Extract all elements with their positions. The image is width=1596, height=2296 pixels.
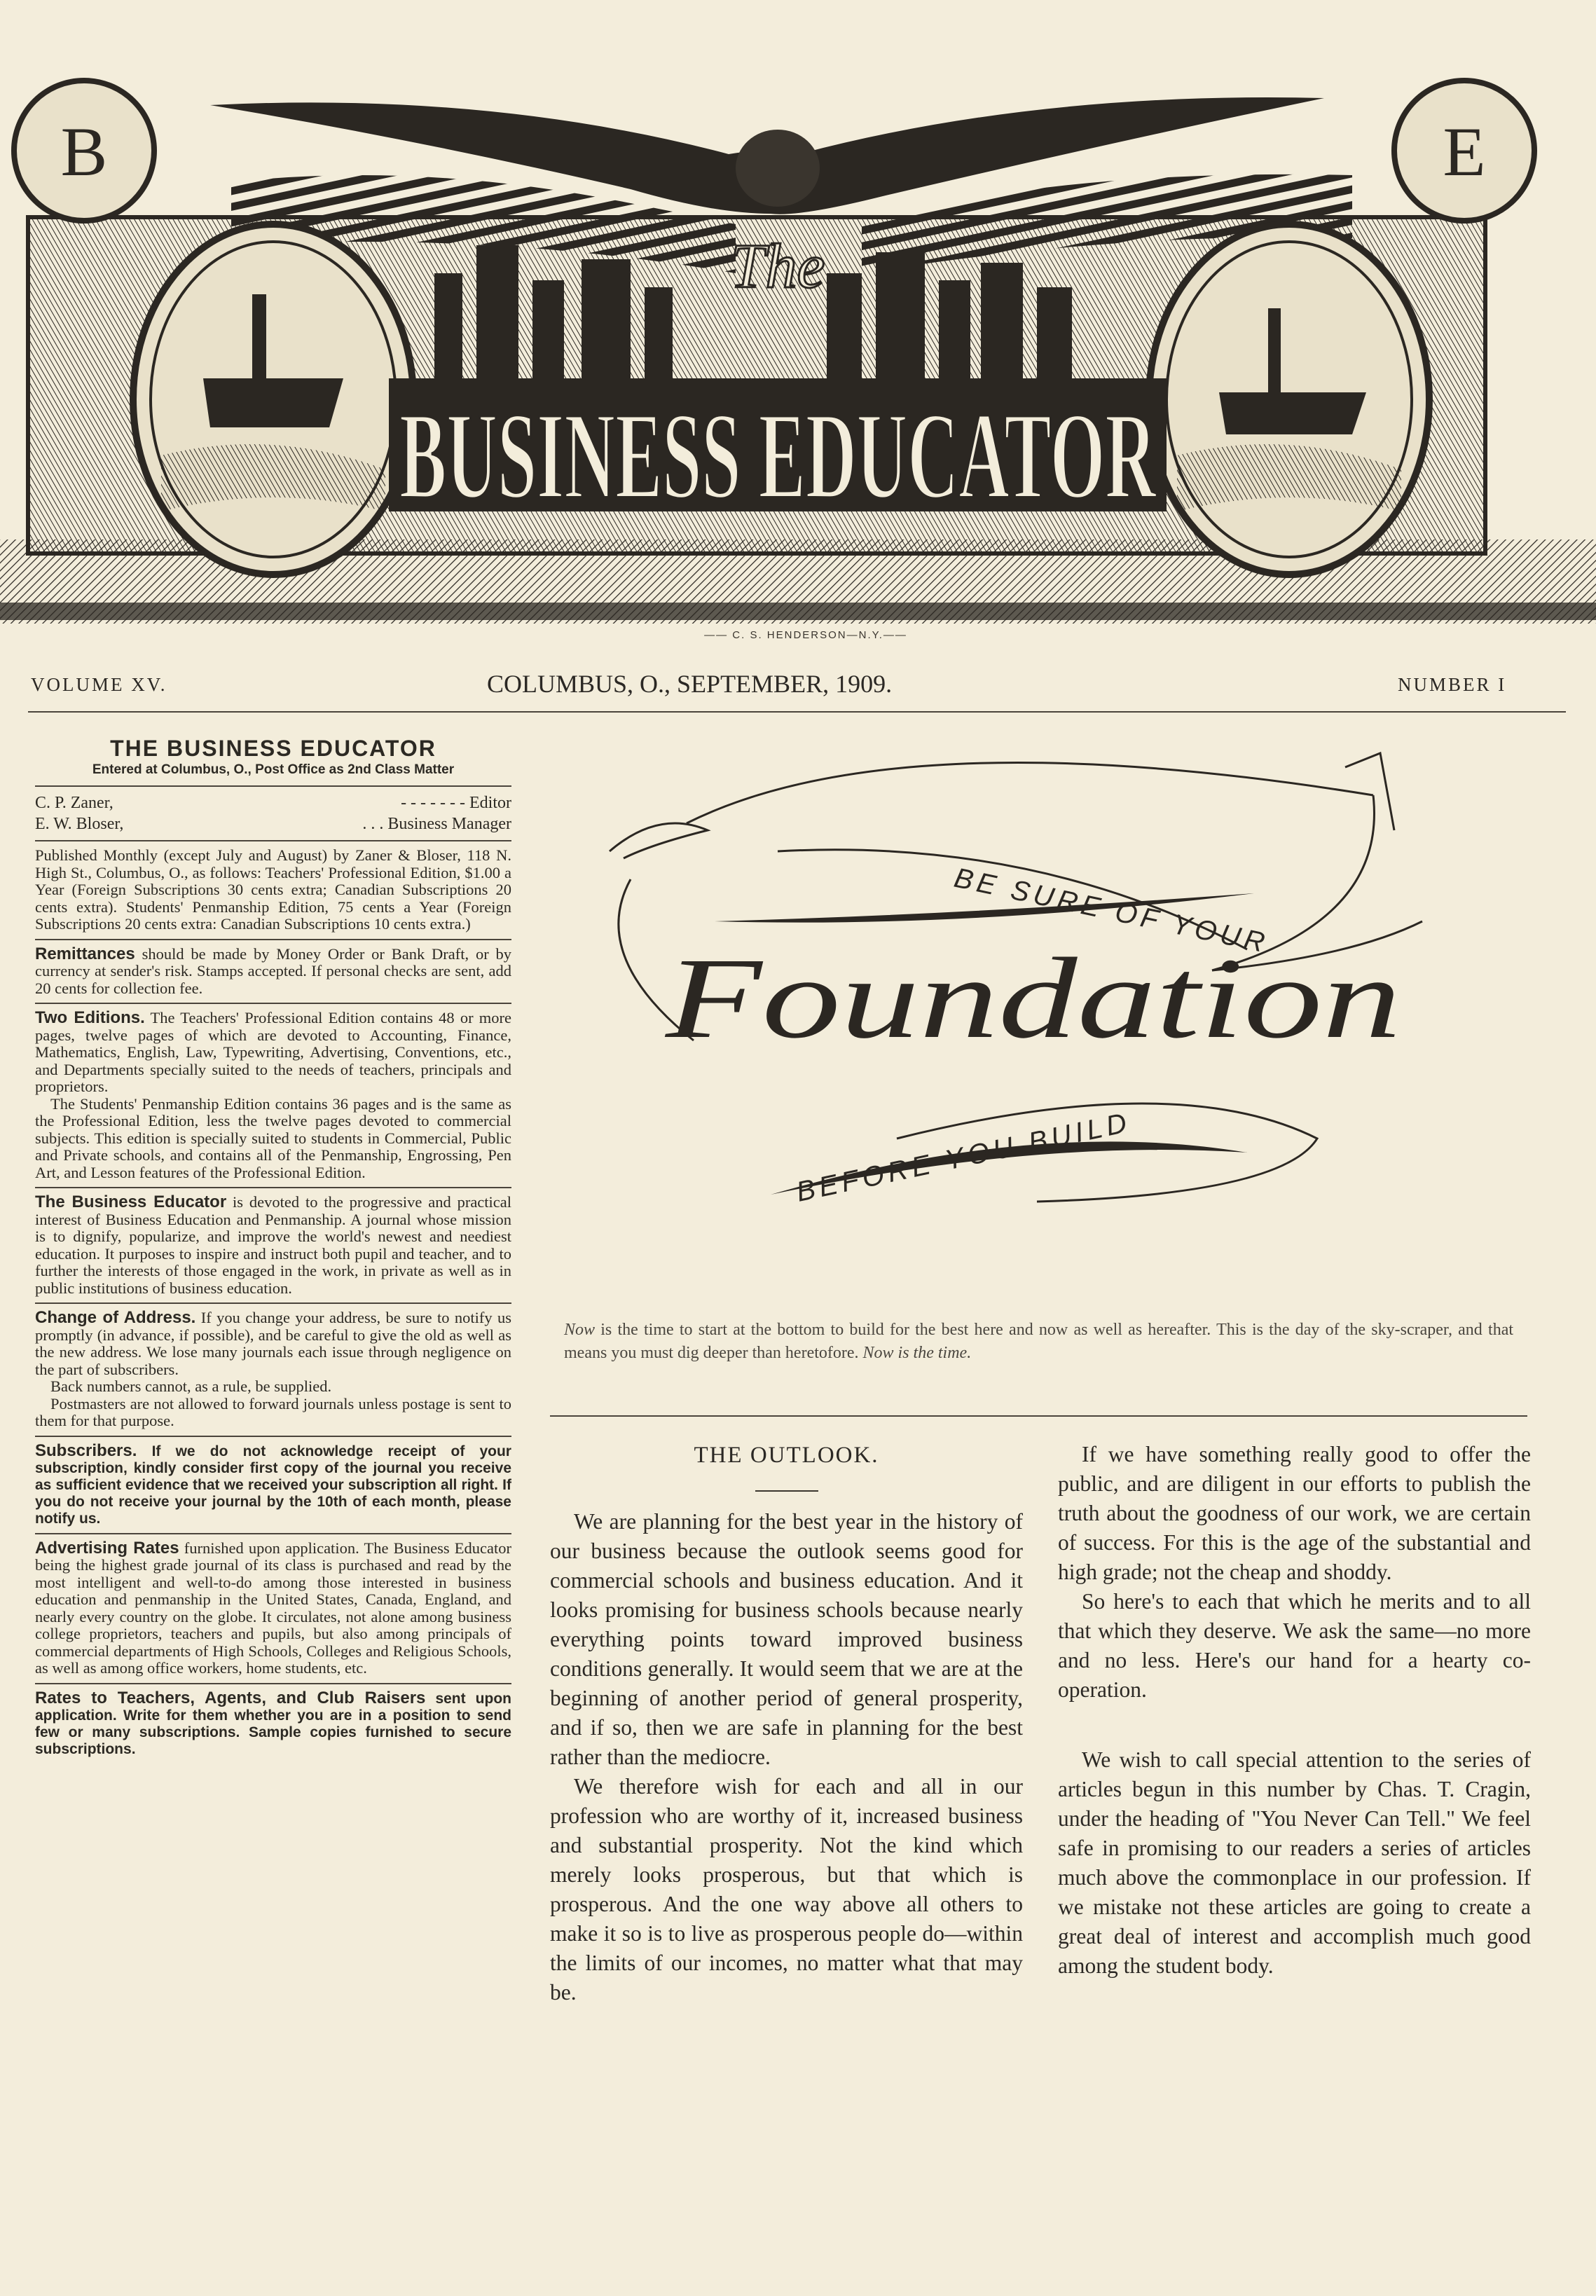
advertising-heading: Advertising Rates [35, 1538, 179, 1558]
article-title: THE OUTLOOK. [694, 1443, 879, 1468]
sidebar [35, 734, 511, 1762]
caption-now: Now [564, 1321, 596, 1339]
address-heading: Change of Address. [35, 1308, 196, 1327]
article-paragraph: We are planning for the best year in the history of our business because the outlook seems good for commercial schools and business education. And it looks promising for business schools because nearly everything points toward improved business conditions generally. It would seem that we are at the beginning of another period of general prosperity, and if so, then we are safe in planning for the best rather than the mediocre. [550, 1509, 1023, 1769]
paragraph-gap [1058, 1705, 1531, 1745]
address-notice: Change of Address. If you change your address, be sure to notify us promptly (in advance, if possible), and be careful to give the old as well as the new address. We lose many journals each issue through negligence on the part of subscribers. Back numbers cannot, as a rule, be supplied. Postmasters are not allowed to forward journals unless postage is sent to them for that purpose. [35, 1308, 512, 1429]
foundation-advertisement [546, 746, 1527, 1286]
masthead-title-script: The [730, 232, 825, 301]
editor-role: - - - - - - - Editor [401, 794, 511, 812]
advertising-notice: Advertising Rates furnished upon application. The Business Educator being the highest grade journal of its class is purchased and read by the most intelligent and well-to-do among those interested in business education and penmanship in the United States, Canada, England, and nearly every country on the globe. It circulates, not alone among business college proprietors, teachers and pupils, but also among principals of commercial departments of High Schools, Colleges and Religious Schools, as well as among office workers, home students, etc. [35, 1538, 511, 1677]
article-paragraph: If we have something really good to offer the public, and are diligent in our efforts to publish the truth about the goodness of our work, we are certain of success. For this is the age of the substantial and high grade; not the cheap and shoddy. [1058, 1442, 1531, 1584]
subscribers-heading: Subscribers. [35, 1441, 137, 1460]
sidebar-rule [35, 1533, 511, 1534]
sidebar-rule [35, 1302, 511, 1304]
issue-number: NUMBER I [1398, 674, 1507, 695]
mission-notice: The Business Educator is devoted to the progressive and practical interest of Business Education and Penmanship. A journal whose mission is to dignify, popularize, and improve the world's newest and neediest education. It purposes to inspire and instruct both pupil and teacher, and to further the interests of those engaged in the work, in private as well as in public institutions of business education. [35, 1192, 512, 1297]
sidebar-rule [35, 785, 511, 787]
editions-heading: Two Editions. [35, 1008, 145, 1027]
sidebar-title: THE BUSINESS EDUCATOR [110, 736, 436, 761]
title-rule [755, 1490, 818, 1492]
caption-closing: Now is the time. [862, 1344, 972, 1362]
engraver-credit: —— C. S. HENDERSON—N.Y.—— [704, 629, 907, 641]
sidebar-rule [35, 840, 511, 841]
ad-line-bottom: BEFORE YOU BUILD [793, 1106, 1134, 1208]
article-paragraph: We wish to call special attention to the series of articles begun in this number by Chas. T. Cragin, under the heading of "You Never Can Tell." We feel safe in promising to our readers a series of articles much above the commonplace in our profession. If we mistake not these articles are going to create a great deal of interest and accomplish much good among the student body. [1058, 1747, 1531, 1978]
editions-notice: Two Editions. The Teachers' Professional Edition contains 48 or more pages, twelve pages of which are devoted to Accounting, Finance, Mathematics, English, Law, Typewriting, Advertising, Conventions, etc., and Departments specially suited to the needs of teachers, principals and proprietors. The Students' Penmanship Edition contains 36 pages and is the same as the Professional Edition, less the twelve pages devoted to commercial subjects. This edition is specially suited to students in Commercial, Public and Private schools, and contains all of the Penmanship, Engrossing, Pen Art, and Lesson features of the Professional Edition. [35, 1008, 511, 1181]
rates-heading: Rates to Teachers, Agents, and Club Raisers [35, 1688, 426, 1707]
sidebar-rule [35, 1187, 511, 1188]
masthead-illustration [0, 63, 1596, 645]
rates-notice: Rates to Teachers, Agents, and Club Raisers sent upon application. Write for them whether you are in a position to send few or many subscriptions. Sample copies furnished to secure subscriptions. [35, 1688, 511, 1757]
left-emblem-letter: B [60, 113, 108, 191]
mission-heading: The Business Educator [35, 1192, 227, 1211]
manager-role: . . . Business Manager [362, 815, 511, 833]
ad-caption [564, 1319, 1513, 1365]
caption-text: is the time to start at the bottom to build for the best here and now as well as hereafter. This is the day of the sky-scraper, and that means you must dig deeper than heretofore. [564, 1321, 1514, 1362]
editor-name: C. P. Zaner, [35, 794, 113, 812]
masthead-title: BUSINESS EDUCATOR [399, 386, 1157, 525]
remittances-notice: Remittances should be made by Money Order or Bank Draft, or by currency at sender's risk. Stamps accepted. If personal checks are sent, add 20 cents for collection fee. [35, 944, 512, 997]
entered-note: Entered at Columbus, O., Post Office as 2nd Class Matter [92, 762, 455, 777]
place-date: COLUMBUS, O., SEPTEMBER, 1909. [487, 670, 893, 698]
staff-manager [35, 813, 511, 834]
sidebar-rule [35, 1683, 511, 1684]
article-paragraph: We therefore wish for each and all in our profession who are worthy of it, increased business and substantial prosperity. Not the kind which merely looks prosperous, but that which is prosperous. And the one way above all others to make it so is to live as prosperous people do—within the limits of our incomes, no matter what that may be. [550, 1774, 1023, 2005]
right-emblem-letter: E [1443, 113, 1486, 191]
sidebar-rule [35, 1003, 511, 1004]
article-paragraph: So here's to each that which he merits and to all that which they deserve. We ask the same—no more and no less. Here's our hand for a hearty co-operation. [1058, 1589, 1531, 1702]
subscribers-notice: Subscribers. If we do not acknowledge receipt of your subscription, kindly consider first copy of the journal you receive as sufficient evidence that we received your subscription all right. If you do not receive your journal by the 10th of each month, please notify us. [35, 1441, 511, 1527]
manager-name: E. W. Bloser, [35, 815, 124, 833]
published-notice: Published Monthly (except July and August) by Zaner & Bloser, 118 N. High St., Columbus, O., as follows: Teachers' Professional Edition, $1.00 a Year (Foreign Subscriptions 30 cents extra; Canadian Subscriptions 20 cents extra). Students' Penmanship Edition, 75 cents a Year (Foreign Subscriptions 20 cents extra: Canadian Subscriptions 10 cents extra.) [35, 846, 511, 933]
article-column-right [1058, 1440, 1531, 1981]
staff-editor [35, 792, 511, 813]
header-rule [28, 711, 1566, 713]
article-column-left [550, 1440, 1023, 2007]
sidebar-rule [35, 939, 511, 940]
ad-foundation-word: Foundation [664, 934, 1401, 1062]
volume-label: VOLUME XV. [31, 674, 167, 695]
sidebar-rule [35, 1436, 511, 1437]
section-rule [550, 1415, 1527, 1417]
remittances-heading: Remittances [35, 944, 135, 963]
ad-line-top: BE SURE OF YOUR [951, 862, 1272, 959]
